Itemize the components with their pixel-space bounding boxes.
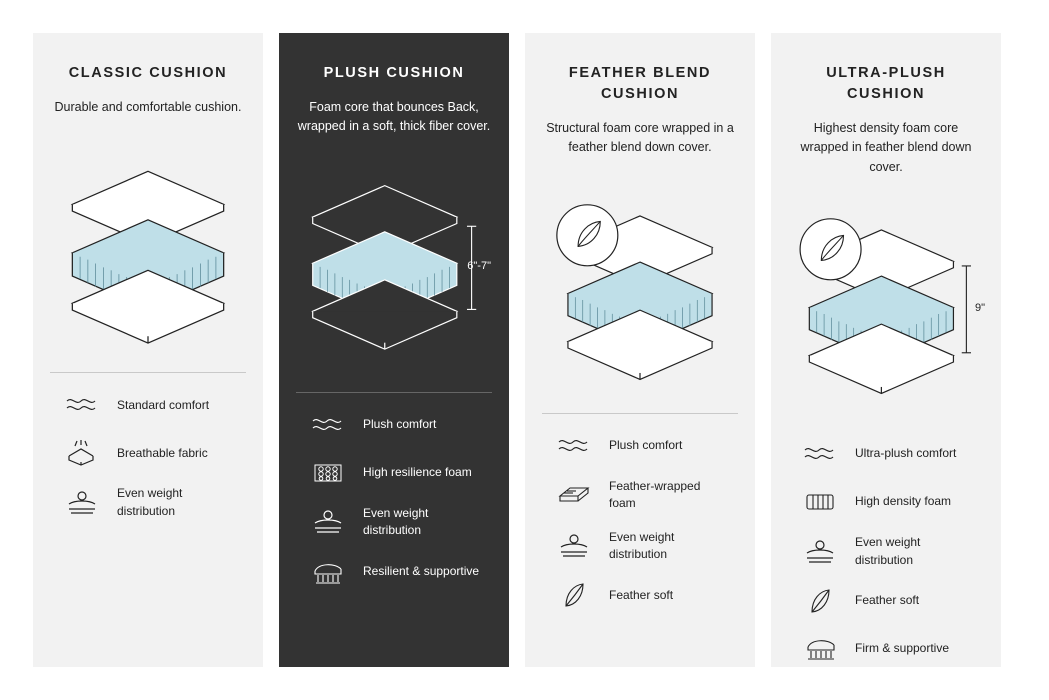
feature-label: Even weight distribution	[117, 486, 183, 518]
feature-item	[555, 579, 737, 611]
even-weight-distribution-icon	[309, 506, 349, 538]
feature-item	[309, 409, 491, 441]
feature-item	[801, 633, 983, 665]
feature-item	[801, 585, 983, 617]
card-feather-blend-cushion	[525, 33, 755, 667]
divider	[50, 372, 246, 373]
card-title: ULTRA-PLUSH CUSHION	[826, 65, 946, 103]
card-description: Highest density foam core wrapped in feather blend down cover.	[800, 121, 972, 174]
feature-label: Resilient & supportive	[363, 563, 480, 578]
feature-label: Even weight distribution	[855, 535, 921, 567]
feature-list	[543, 430, 737, 612]
measurement-bracket	[962, 266, 971, 353]
feature-list	[297, 409, 491, 588]
feature-label: Feather-wrapped foam	[609, 478, 701, 511]
cushion-layers-diagram	[789, 199, 983, 404]
feature-label: Breathable fabric	[117, 445, 208, 460]
feature-item	[801, 534, 983, 569]
feature-item	[63, 437, 245, 469]
feature-label: Firm & supportive	[855, 641, 950, 656]
feature-list	[51, 389, 245, 520]
feather-soft-icon	[555, 579, 595, 611]
card-title: CLASSIC CUSHION	[68, 65, 228, 81]
feature-item	[801, 486, 983, 518]
even-weight-distribution-icon	[63, 487, 103, 519]
feature-item	[555, 478, 737, 513]
firm-supportive-icon	[801, 633, 841, 665]
feature-item	[801, 438, 983, 470]
feature-label: Plush comfort	[363, 417, 437, 432]
card-description: Structural foam core wrapped in a feather blend down cover.	[546, 121, 734, 155]
cushion-layers-diagram	[543, 180, 737, 395]
feature-item	[309, 556, 491, 588]
feature-item	[309, 457, 491, 489]
wave-comfort-icon	[309, 409, 349, 441]
feature-label: Ultra-plush comfort	[855, 446, 957, 461]
even-weight-distribution-icon	[801, 536, 841, 568]
feature-label: Plush comfort	[609, 438, 683, 453]
feature-label: Even weight distribution	[363, 505, 429, 538]
feature-list	[789, 438, 983, 665]
card-classic-cushion	[33, 33, 263, 667]
wave-comfort-icon	[801, 438, 841, 470]
feature-label: Feather soft	[855, 593, 920, 608]
leaf-badge-icon	[557, 205, 618, 266]
feature-item	[309, 505, 491, 540]
card-title: PLUSH CUSHION	[323, 65, 465, 81]
feature-item	[63, 485, 245, 520]
feature-label: Even weight distribution	[609, 529, 675, 561]
divider	[296, 392, 492, 393]
even-weight-distribution-icon	[555, 530, 595, 562]
feature-label: High resilience foam	[363, 465, 472, 480]
card-description: Foam core that bounces Back, wrapped in a soft, thick fiber cover.	[297, 100, 491, 134]
card-description: Durable and comfortable cushion.	[54, 100, 242, 115]
feature-item	[555, 430, 737, 462]
feather-wrapped-foam-icon	[555, 479, 595, 511]
cushion-layers-diagram	[51, 139, 245, 354]
measurement-label: 6"-7"	[467, 259, 491, 272]
high-density-foam-icon	[801, 486, 841, 518]
feature-label: Feather soft	[609, 587, 674, 602]
breathable-fabric-icon	[63, 437, 103, 469]
resilient-supportive-icon	[309, 556, 349, 588]
wave-comfort-icon	[63, 389, 103, 421]
divider	[542, 413, 738, 414]
high-resilience-foam-icon	[309, 457, 349, 489]
leaf-badge-icon	[800, 219, 861, 280]
card-title: FEATHER BLEND CUSHION	[568, 65, 712, 103]
measurement-label: 9"	[974, 302, 985, 315]
feature-label: Standard comfort	[117, 397, 210, 412]
feature-item	[63, 389, 245, 421]
feather-soft-icon	[801, 585, 841, 617]
card-ultra-plush-cushion	[771, 33, 1001, 667]
cushion-layers-diagram	[297, 159, 491, 374]
feature-label: High density foam	[855, 494, 952, 509]
card-plush-cushion	[279, 33, 509, 667]
wave-comfort-icon	[555, 430, 595, 462]
feature-item	[555, 529, 737, 564]
